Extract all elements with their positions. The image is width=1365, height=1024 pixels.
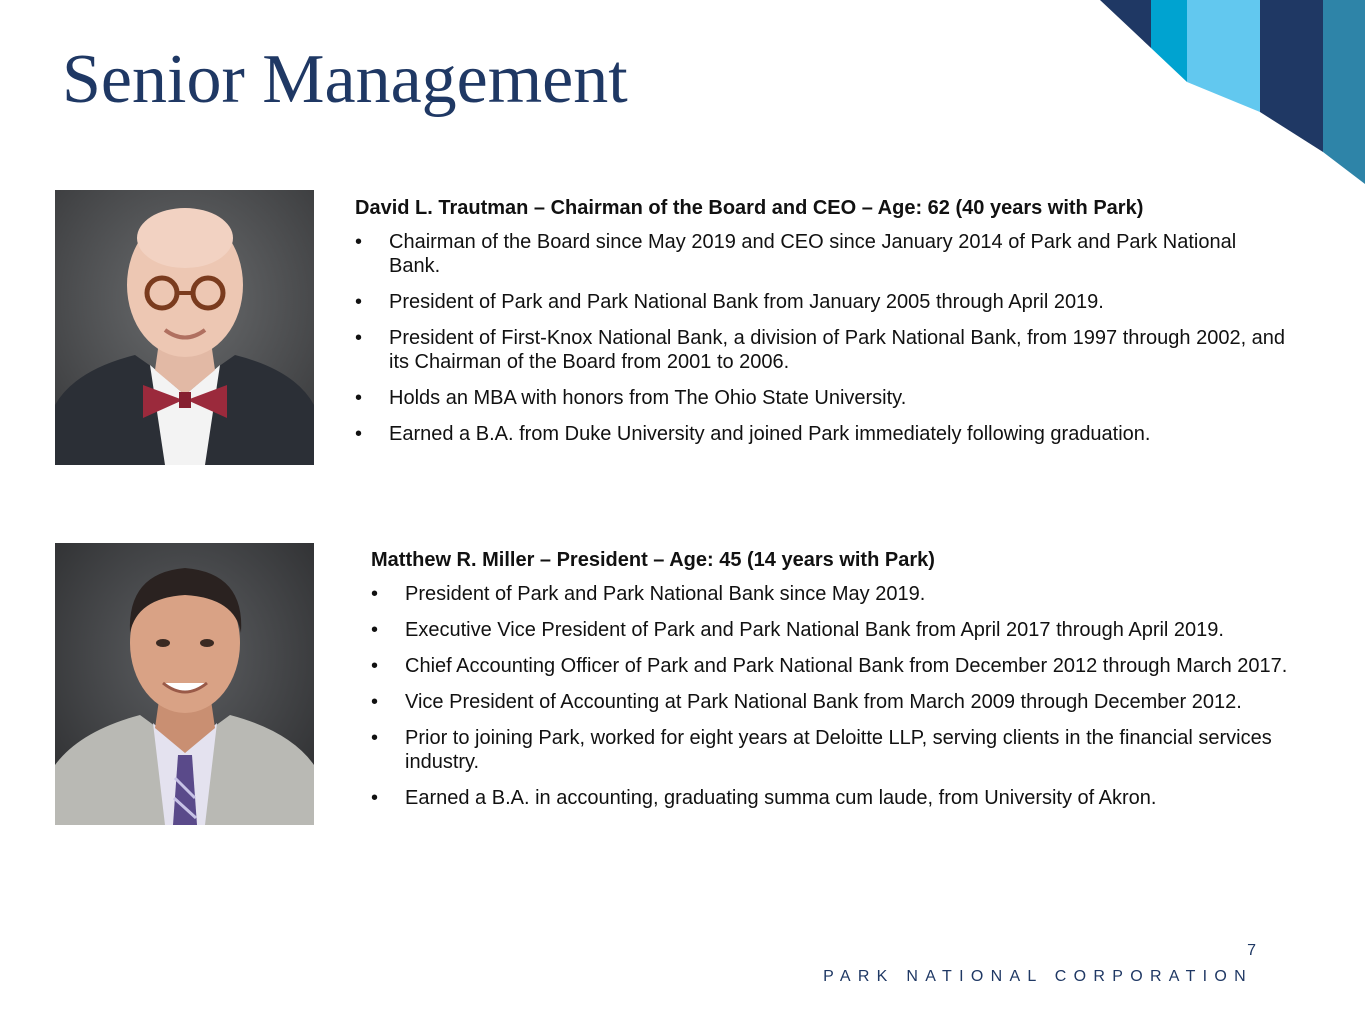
- bio-bullet: • President of First-Knox National Bank, a division of Park National Bank, from 1997 through 2002, and its Chairman of the Board from 2001 to 2006.: [355, 327, 1286, 373]
- bio-heading: David L. Trautman – Chairman of the Board and CEO – Age: 62 (40 years with Park): [355, 197, 1144, 219]
- bio-bullet: • President of Park and Park National Bank from January 2005 through April 2019.: [355, 291, 1104, 313]
- bio-matthew-miller: [371, 548, 1321, 822]
- bio-bullet: • Vice President of Accounting at Park National Bank from March 2009 through December 2012.: [371, 691, 1242, 713]
- photo-david-trautman: [55, 190, 314, 465]
- bio-heading: Matthew R. Miller – President – Age: 45 (14 years with Park): [371, 549, 935, 571]
- bio-bullet: • Chief Accounting Officer of Park and Park National Bank from December 2012 through March 2017.: [371, 655, 1288, 677]
- bio-bullet: • President of Park and Park National Bank since May 2019.: [371, 583, 926, 605]
- bio-david-trautman: [355, 196, 1315, 458]
- footer-brand: PARK NATIONAL CORPORATION: [823, 968, 1253, 985]
- page-number: 7: [1247, 942, 1256, 959]
- bio-bullet: • Holds an MBA with honors from The Ohio State University.: [355, 387, 907, 409]
- corner-decoration: [1095, 0, 1365, 190]
- bio-bullet: • Chairman of the Board since May 2019 and CEO since January 2014 of Park and Park National Bank.: [355, 231, 1237, 277]
- bio-bullet-list: [355, 230, 1315, 446]
- bio-bullet: • Prior to joining Park, worked for eight years at Deloitte LLP, serving clients in the financial services industry.: [371, 727, 1272, 773]
- bio-bullet: • Earned a B.A. from Duke University and joined Park immediately following graduation.: [355, 423, 1151, 445]
- bio-bullet: • Earned a B.A. in accounting, graduating summa cum laude, from University of Akron.: [371, 787, 1157, 809]
- photo-matthew-miller: [55, 543, 314, 825]
- bio-bullet: • Executive Vice President of Park and Park National Bank from April 2017 through April 2019.: [371, 619, 1224, 641]
- bio-bullet-list: [371, 582, 1321, 810]
- slide-title: Senior Management: [62, 41, 628, 118]
